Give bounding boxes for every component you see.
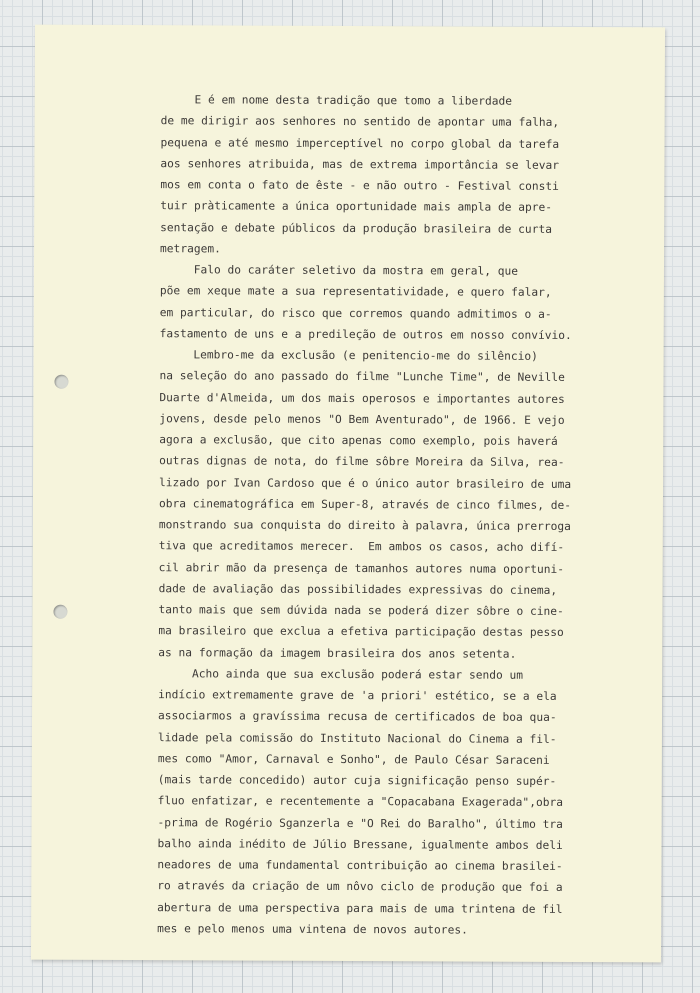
- text-line: outras dignas de nota, do filme sôbre Moreira da Silva, rea-: [159, 454, 565, 470]
- text-line: indício extremamente grave de 'a priori' estético, se a ela: [158, 688, 557, 703]
- text-line: dade de avaliação das possibilidades expressivas do cinema,: [158, 581, 558, 597]
- text-line: Duarte d'Almeida, um dos mais operosos e importantes autores: [159, 390, 565, 406]
- text-line: obra cinematográfica em Super-8, através de cinco filmes, de-: [158, 496, 572, 512]
- text-line: (mais tarde concedido) autor cuja significação penso supér-: [157, 773, 557, 788]
- text-line: sentação e debate públicos da produção brasileira de curta: [160, 220, 553, 236]
- text-line: lidade pela comissão do Instituto Nacional do Cinema a fil-: [157, 730, 557, 746]
- text-line: Acho ainda que sua exclusão poderá estar sendo um: [158, 666, 524, 682]
- punch-hole-top: [54, 375, 68, 389]
- text-line: Lembro-me da exclusão (e penitencio-me do silêncio): [159, 348, 538, 363]
- text-line: jovens, desde pelo menos "O Bem Aventurado", de 1966. E vejo: [159, 411, 565, 427]
- text-line: associarmos a gravíssima recusa de certificados de boa qua-: [157, 709, 557, 725]
- text-line: fastamento de uns e a predileção de outros em nosso convívio.: [159, 326, 572, 342]
- text-line: as na formação da imagem brasileira dos anos setenta.: [158, 645, 517, 661]
- text-line: E é em nome desta tradição que tomo a liberdade: [160, 93, 513, 108]
- text-line: agora a exclusão, que cito apenas como exemplo, pois haverá: [159, 433, 558, 448]
- text-line: de me dirigir aos senhores no sentido de apontar uma falha,: [160, 114, 560, 130]
- text-line: abertura de uma perspectiva para mais de uma trintena de fil: [157, 900, 563, 916]
- text-line: cil abrir mão da presença de tamanhos autores numa oportuni-: [158, 560, 565, 576]
- text-line: tiva que acreditamos merecer. Em ambos os casos, acho difí-: [158, 539, 565, 555]
- text-line: em particular, do risco que corremos quando admitimos o a-: [159, 305, 552, 321]
- text-line: ro através da criação de um nôvo ciclo de produção que foi a: [157, 879, 563, 895]
- text-line: mos em conta o fato de êste - e não outro - Festival consti: [160, 178, 559, 193]
- text-line: põe em xeque mate a sua representatividade, e quero falar,: [159, 284, 552, 300]
- text-line: tuir pràticamente a única oportunidade mais ampla de apre-: [160, 199, 553, 215]
- text-line: metragem.: [160, 241, 221, 256]
- text-line: aos senhores atribuida, mas de extrema importância se levar: [160, 156, 560, 172]
- punch-hole-bottom: [53, 605, 67, 619]
- text-line: lizado por Ivan Cardoso que é o único autor brasileiro de uma: [159, 475, 572, 491]
- text-line: tanto mais que sem dúvida nada se poderá dizer sôbre o cine-: [158, 603, 564, 618]
- document-body: [157, 89, 627, 941]
- typewritten-page: [31, 25, 665, 963]
- text-line: mes como "Amor, Carnaval e Sonho", de Paulo César Saraceni: [157, 751, 550, 767]
- text-line: balho ainda inédito de Júlio Bressane, igualmente ambos deli: [157, 836, 563, 852]
- text-line: neadores de uma fundamental contribuição ao cinema brasilei-: [157, 858, 563, 873]
- text-line: Falo do caráter seletivo da mostra em geral, que: [159, 263, 519, 278]
- text-line: mes e pelo menos uma vintena de novos autores.: [157, 921, 468, 937]
- text-line: pequena e até mesmo imperceptível no corpo global da tarefa: [160, 135, 560, 151]
- text-line: -prima de Rogério Sganzerla e "O Rei do Baralho", último tra: [157, 815, 563, 831]
- text-line: ma brasileiro que exclua a efetiva participação destas pesso: [158, 624, 564, 640]
- text-line: fluo enfatizar, e recentemente a "Copacabana Exagerada",obra: [157, 794, 564, 810]
- text-line: na seleção do ano passado do filme "Lunche Time", de Neville: [159, 369, 565, 385]
- text-line: monstrando sua conquista do direito à palavra, única prerroga: [158, 518, 571, 533]
